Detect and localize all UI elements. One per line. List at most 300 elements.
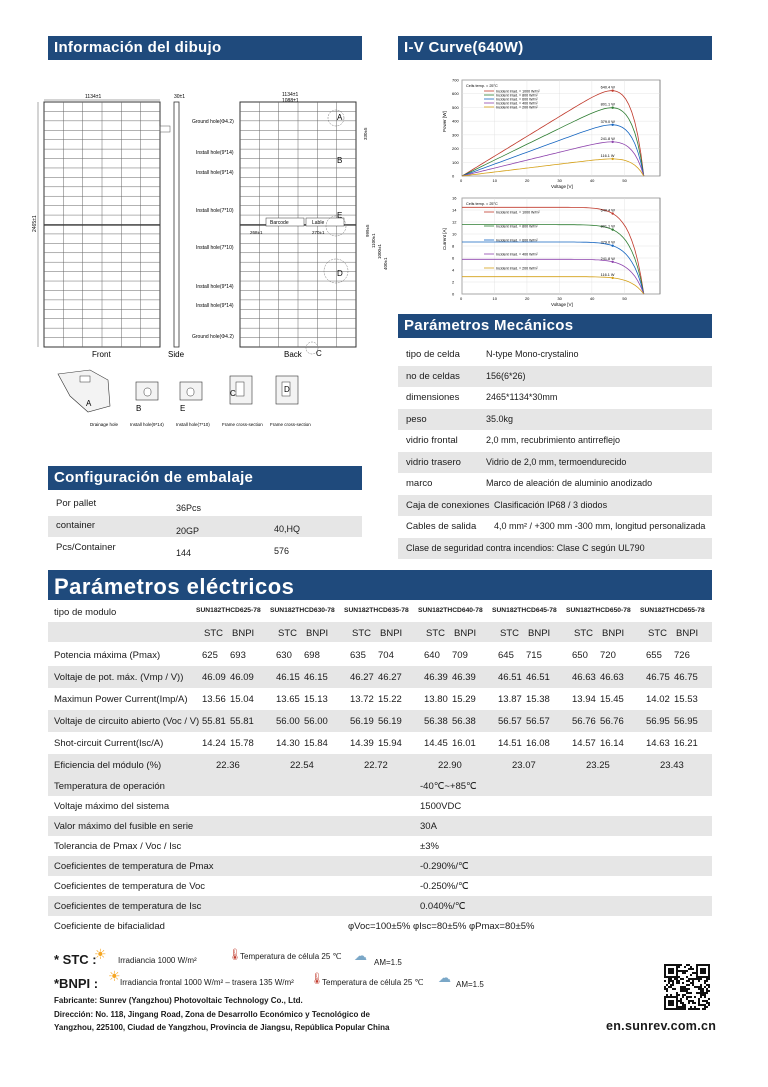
mpp-label: 640.4 W xyxy=(600,85,615,90)
y-tick: 200 xyxy=(452,146,459,152)
side-label: Side xyxy=(168,350,185,359)
elec-label: Voltaje máximo del sistema xyxy=(54,801,170,812)
legend-title: Cells temp. = 25°C xyxy=(466,202,498,206)
elec-value: 46.27 xyxy=(350,672,374,683)
elec-common-row xyxy=(48,796,712,816)
marker-b: B xyxy=(337,156,343,165)
elec-label: Tolerancia de Pmax / Voc / Isc xyxy=(54,841,182,852)
detail-caption: Install hole(9*14) xyxy=(130,422,164,427)
mech-value: N-type Mono-crystalino xyxy=(486,349,579,359)
sun-icon: ☀ xyxy=(108,968,121,984)
legend-entry: Incident Irrad. = 400 W/m² xyxy=(496,252,538,257)
elec-value: 56.00 xyxy=(276,716,300,727)
bnpi-temp: Temperatura de célula 25 ℃ xyxy=(322,978,424,987)
elec-value: 55.81 xyxy=(202,716,226,727)
dim-front-height: 2465±1 xyxy=(32,215,38,232)
elec-value: -0.290%/℃ xyxy=(420,861,469,872)
mech-row xyxy=(398,409,712,430)
elec-row xyxy=(48,710,712,732)
mech-row xyxy=(398,473,712,494)
y-tick: 300 xyxy=(452,132,459,138)
mech-key: dimensiones xyxy=(406,392,460,403)
mech-row xyxy=(398,495,712,516)
mech-value: 2465*1134*30mm xyxy=(486,392,558,402)
elec-value: 46.51 xyxy=(526,672,550,683)
x-tick: 10 xyxy=(492,296,497,301)
back-view xyxy=(240,92,388,359)
elec-header: Parámetros eléctricos xyxy=(48,570,712,600)
mech-key: no de celdas xyxy=(406,370,460,382)
mpp-point xyxy=(611,277,613,279)
back-label: Back xyxy=(284,350,302,359)
elec-value: 630 xyxy=(276,650,292,661)
elec-sub-row xyxy=(48,622,712,642)
stc-col: STC xyxy=(574,628,593,639)
pack-key: Pcs/Container xyxy=(56,542,116,553)
lable-label: Lable xyxy=(312,220,325,226)
elec-value: -0.250%/℃ xyxy=(420,881,469,892)
x-tick: 20 xyxy=(524,296,530,301)
elec-row xyxy=(48,666,712,688)
y-tick: 600 xyxy=(452,91,459,97)
bnpi-col: BNPI xyxy=(676,628,699,639)
legend-entry: Incident Irrad. = 200 W/m² xyxy=(496,105,538,110)
elec-value: 15.94 xyxy=(378,738,402,749)
mech-row xyxy=(398,344,712,365)
x-tick: 0 xyxy=(460,296,463,301)
elec-common-row xyxy=(48,876,712,896)
elec-value: 15.29 xyxy=(452,694,476,705)
stc-note xyxy=(54,946,554,968)
y-tick: 500 xyxy=(452,104,459,110)
pack-row xyxy=(48,494,362,515)
elec-value: 650 xyxy=(572,650,588,661)
detail-caption: Frame cross-section xyxy=(270,422,311,427)
mech-value: 4,0 mm² / +300 mm -300 mm, longitud personalizada xyxy=(494,521,706,531)
hole-label: Install hole(9*14) xyxy=(196,150,234,156)
mech-header: Parámetros Mecánicos xyxy=(398,314,712,338)
elec-value: 46.75 xyxy=(646,672,670,683)
elec-value: 13.87 xyxy=(498,694,522,705)
thermometer-icon: 🌡 xyxy=(228,949,242,961)
elec-common-row xyxy=(48,896,712,916)
elec-value: 56.95 xyxy=(646,716,670,727)
elec-value: ±3% xyxy=(420,841,439,852)
elec-row xyxy=(48,688,712,710)
detail-drawings xyxy=(58,370,311,427)
mpp-point xyxy=(611,89,613,91)
elec-value: 1500VDC xyxy=(420,801,462,812)
mpp-label: 801.1 W xyxy=(600,224,615,229)
mech-key: Cables de salida xyxy=(406,521,477,532)
dim-side-6: 400±1 xyxy=(383,257,388,270)
elec-label: Coeficientes de temperatura de Pmax xyxy=(54,861,214,872)
detail-letter: A xyxy=(86,399,92,408)
power-voltage-chart xyxy=(438,74,668,192)
legend-entry: Incident Irrad. = 600 W/m² xyxy=(496,238,538,243)
x-tick: 0 xyxy=(460,178,463,183)
dim-back-width: 1134±1 xyxy=(282,92,299,98)
marker-d: D xyxy=(337,269,343,278)
legend-entry: Incident Irrad. = 800 W/m² xyxy=(496,93,538,98)
mpp-label: 241.8 W xyxy=(600,256,615,261)
elec-value: 22.36 xyxy=(216,760,240,771)
bnpi-note xyxy=(54,970,554,992)
mpp-point xyxy=(611,158,613,160)
elec-value: 14.02 xyxy=(646,694,670,705)
mpp-label: 116.1 W xyxy=(600,272,615,277)
elec-model-row xyxy=(48,604,712,620)
elec-value: 23.25 xyxy=(586,760,610,771)
hole-label: Install hole(7*10) xyxy=(196,245,234,251)
elec-value: 704 xyxy=(378,650,394,661)
mech-value: 35.0kg xyxy=(486,413,514,424)
elec-value: 15.53 xyxy=(674,694,698,705)
model-name: SUN182THCD635-78 xyxy=(344,607,409,614)
elec-value: 30A xyxy=(420,821,437,832)
y-tick: 0 xyxy=(452,291,455,297)
mech-value: Clasificación IP68 / 3 diodos xyxy=(494,499,608,510)
elec-value: 14.57 xyxy=(572,738,596,749)
model-name: SUN182THCD650-78 xyxy=(566,607,631,614)
maker-line: Fabricante: Sunrev (Yangzhou) Photovoltaic Technology Co., Ltd. xyxy=(54,996,303,1005)
dim-side-3: 999±5 xyxy=(365,224,370,237)
x-tick: 10 xyxy=(492,178,497,183)
elec-value: 22.54 xyxy=(290,760,314,771)
elec-value: 15.13 xyxy=(304,694,328,705)
elec-value: 46.09 xyxy=(202,672,226,683)
pack-value: 576 xyxy=(274,546,290,556)
elec-value: 15.22 xyxy=(378,694,402,705)
elec-value: 22.90 xyxy=(438,760,462,771)
legend-entry: Incident Irrad. = 600 W/m² xyxy=(496,97,538,102)
dim-side-2: 330±5 xyxy=(363,127,368,140)
elec-row xyxy=(48,732,712,754)
pack-key: Por pallet xyxy=(56,498,97,509)
elec-label: Coeficientes de temperatura de Voc xyxy=(54,881,206,892)
elec-common-row xyxy=(48,836,712,856)
mech-row xyxy=(398,366,712,387)
x-tick: 20 xyxy=(524,178,530,183)
legend-entry: Incident Irrad. = 400 W/m² xyxy=(496,101,538,106)
mpp-point xyxy=(611,261,613,263)
elec-value: 709 xyxy=(452,650,468,661)
mpp-label: 241.8 W xyxy=(600,136,615,141)
legend-entry: Incident Irrad. = 1000 W/m² xyxy=(496,89,540,94)
y-tick: 6 xyxy=(452,255,455,261)
elec-value: -40℃~+85℃ xyxy=(420,781,477,792)
elec-value: 16.08 xyxy=(526,738,550,749)
model-name: SUN182THCD625-78 xyxy=(196,607,261,614)
y-tick: 10 xyxy=(452,231,457,237)
pack-value: 20GP xyxy=(176,526,200,536)
elec-table xyxy=(48,604,712,944)
x-tick: 40 xyxy=(589,178,595,183)
stc-col: STC xyxy=(278,628,297,639)
mech-value: 2,0 mm, recubrimiento antirreflejo xyxy=(486,435,621,445)
y-tick: 16 xyxy=(452,195,457,201)
elec-row xyxy=(48,644,712,666)
elec-value: 13.56 xyxy=(202,694,226,705)
marker-c: C xyxy=(316,349,322,358)
mpp-point xyxy=(611,107,613,109)
stc-am: AM=1.5 xyxy=(374,958,402,967)
elec-row xyxy=(48,754,712,776)
mpp-label: 116.1 W xyxy=(600,153,615,158)
elec-value: 13.72 xyxy=(350,694,374,705)
mpp-label: 640.4 W xyxy=(600,208,615,213)
pack-row xyxy=(48,538,362,559)
mpp-label: 801.1 W xyxy=(600,102,615,107)
website-url[interactable]: en.sunrev.com.cn xyxy=(606,1019,717,1033)
dim-side-4: 1100±1 xyxy=(371,233,376,248)
front-view xyxy=(32,94,160,359)
detail-caption: Drainage hole xyxy=(90,422,119,427)
pack-value: 144 xyxy=(176,548,192,558)
x-tick: 30 xyxy=(557,296,562,301)
elec-value: 16.14 xyxy=(600,738,624,749)
mech-row xyxy=(398,452,712,473)
hole-label: Install hole(7*10) xyxy=(196,208,234,214)
mech-value: Vidrio de 2,0 mm, termoendurecido xyxy=(486,456,627,467)
y-tick: 0 xyxy=(452,173,455,179)
elec-value: 14.51 xyxy=(498,738,522,749)
elec-value: 655 xyxy=(646,650,662,661)
pack-key: container xyxy=(56,520,96,531)
elec-value: 693 xyxy=(230,650,246,661)
bnpi-label: *BNPI : xyxy=(54,976,99,991)
elec-value: 14.39 xyxy=(350,738,374,749)
elec-value: 16.01 xyxy=(452,738,476,749)
elec-value: 13.80 xyxy=(424,694,448,705)
elec-value: 56.57 xyxy=(498,716,522,727)
elec-value: 726 xyxy=(674,650,690,661)
iv-header: I-V Curve(640W) xyxy=(398,36,712,60)
elec-value: 698 xyxy=(304,650,320,661)
bnpi-col: BNPI xyxy=(380,628,403,639)
mpp-point xyxy=(611,124,613,126)
stc-label: * STC : xyxy=(54,952,97,967)
mech-key: vidrio trasero xyxy=(406,456,461,468)
elec-label: Potencia máxima (Pmax) xyxy=(54,650,161,661)
mech-row xyxy=(398,538,712,559)
elec-value: 22.72 xyxy=(364,760,388,771)
detail-caption: Install hole(7*10) xyxy=(176,422,210,427)
pack-value: 36Pcs xyxy=(176,503,202,513)
model-name: SUN182THCD640-78 xyxy=(418,607,483,614)
module-drawing xyxy=(30,66,390,506)
elec-value: 56.19 xyxy=(378,716,402,727)
x-tick: 30 xyxy=(557,178,562,183)
current-voltage-chart xyxy=(438,192,668,310)
marker-a: A xyxy=(337,113,343,122)
elec-value: 56.00 xyxy=(304,716,328,727)
hole-label: Ground hole(Φ4.2) xyxy=(192,334,234,340)
elec-value: 16.21 xyxy=(674,738,698,749)
elec-label: Shot-circuit Current(Isc/A) xyxy=(54,738,164,749)
mpp-point xyxy=(611,228,613,230)
y-tick: 8 xyxy=(452,243,455,249)
bnpi-col: BNPI xyxy=(454,628,477,639)
elec-value: 13.65 xyxy=(276,694,300,705)
stc-col: STC xyxy=(500,628,519,639)
x-tick: 50 xyxy=(622,178,627,183)
elec-value: 46.27 xyxy=(378,672,402,683)
hole-label: Ground hole(Φ4.2) xyxy=(192,119,234,125)
mpp-label: 379.0 W xyxy=(600,240,615,245)
bnpi-col: BNPI xyxy=(602,628,625,639)
elec-value: 14.63 xyxy=(646,738,670,749)
dim-back-inner: 1088±1 xyxy=(282,98,299,104)
elec-value: 56.38 xyxy=(452,716,476,727)
elec-value: 15.45 xyxy=(600,694,624,705)
elec-value: 0.040%/℃ xyxy=(420,901,466,912)
dim-side: 30±1 xyxy=(174,94,186,100)
y-tick: 4 xyxy=(452,267,455,273)
elec-value: 15.78 xyxy=(230,738,254,749)
cloud-icon: ☁ xyxy=(438,970,451,985)
y-tick: 400 xyxy=(452,118,459,124)
mech-key: vidrio frontal xyxy=(406,435,458,446)
elec-value: 56.57 xyxy=(526,716,550,727)
elec-value: 56.76 xyxy=(572,716,596,727)
mech-row xyxy=(398,516,712,537)
side-view xyxy=(160,94,185,359)
elec-label: Temperatura de operación xyxy=(54,781,165,792)
elec-label: Maximun Power Current(Imp/A) xyxy=(54,694,188,705)
elec-value: 46.39 xyxy=(452,672,476,683)
x-axis-label: Voltage [V] xyxy=(551,302,573,307)
stc-temp: Temperatura de célula 25 ℃ xyxy=(240,952,342,961)
elec-value: 715 xyxy=(526,650,542,661)
bnpi-col: BNPI xyxy=(306,628,329,639)
hole-labels xyxy=(192,119,234,340)
mech-value: Marco de aleación de aluminio anodizado xyxy=(486,478,653,488)
elec-value: 46.15 xyxy=(304,672,328,683)
mech-key: Caja de conexiones xyxy=(406,499,490,511)
elec-value: 640 xyxy=(424,650,440,661)
pack-value: 40,HQ xyxy=(274,524,301,534)
mech-row xyxy=(398,387,712,408)
mpp-point xyxy=(611,212,613,214)
dim-side-5: 1000±1 xyxy=(377,244,382,259)
stc-col: STC xyxy=(352,628,371,639)
marker-e: E xyxy=(337,211,343,220)
elec-value: 46.75 xyxy=(674,672,698,683)
y-axis-label: Current [A] xyxy=(442,228,447,250)
elec-common-row xyxy=(48,816,712,836)
elec-value: 720 xyxy=(600,650,616,661)
mech-table xyxy=(398,344,712,559)
dim-bottom-right: 270±1 xyxy=(312,230,325,235)
mech-key: tipo de celda xyxy=(406,349,460,360)
model-label: tipo de modulo xyxy=(54,607,117,618)
bnpi-am: AM=1.5 xyxy=(456,980,484,989)
model-name: SUN182THCD645-78 xyxy=(492,607,557,614)
x-axis-label: Voltage [V] xyxy=(551,184,573,189)
elec-value: 56.38 xyxy=(424,716,448,727)
model-name: SUN182THCD655-78 xyxy=(640,607,705,614)
pack-row xyxy=(48,516,362,537)
bnpi-col: BNPI xyxy=(528,628,551,639)
y-axis-label: Power [W] xyxy=(442,111,447,132)
legend-entry: Incident Irrad. = 1000 W/m² xyxy=(496,210,540,215)
elec-value: 23.43 xyxy=(660,760,684,771)
elec-label: Eficiencia del módulo (%) xyxy=(54,760,162,771)
elec-common-row xyxy=(48,856,712,876)
legend-title: Cells temp. = 25°C xyxy=(466,84,498,88)
elec-label: Valor máximo del fusible en serie xyxy=(54,821,194,832)
elec-value: 23.07 xyxy=(512,760,536,771)
elec-value: 14.45 xyxy=(424,738,448,749)
stc-col: STC xyxy=(204,628,223,639)
cloud-icon: ☁ xyxy=(354,948,367,963)
elec-common-row xyxy=(48,776,712,796)
y-tick: 100 xyxy=(452,159,459,165)
elec-value: 56.19 xyxy=(350,716,374,727)
elec-value: 55.81 xyxy=(230,716,254,727)
y-tick: 2 xyxy=(452,279,455,285)
dim-front-width: 1134±1 xyxy=(85,94,102,100)
bnpi-irr: Irradiancia frontal 1000 W/m² – trasera 135 W/m² xyxy=(120,978,294,987)
drawing-header: Información del dibujo xyxy=(48,36,362,60)
sun-icon: ☀ xyxy=(94,946,107,962)
x-tick: 40 xyxy=(589,296,595,301)
detail-letter: D xyxy=(284,385,290,394)
elec-value: 13.94 xyxy=(572,694,596,705)
pack-table xyxy=(48,494,362,560)
pack-header: Configuración de embalaje xyxy=(48,466,362,490)
address-line-2: Yangzhou, 225100, Ciudad de Yangzhou, Provincia de Jiangsu, República Popular China xyxy=(54,1023,390,1032)
detail-letter: B xyxy=(136,404,142,413)
thermometer-icon: 🌡 xyxy=(310,973,324,985)
hole-label: Install hole(9*14) xyxy=(196,284,234,290)
elec-value: 46.51 xyxy=(498,672,522,683)
legend-entry: Incident Irrad. = 200 W/m² xyxy=(496,266,538,271)
hole-label: Install hole(9*14) xyxy=(196,303,234,309)
elec-value: 14.24 xyxy=(202,738,226,749)
stc-col: STC xyxy=(648,628,667,639)
elec-value: 15.38 xyxy=(526,694,550,705)
mpp-label: 379.0 W xyxy=(600,119,615,124)
model-name: SUN182THCD630-78 xyxy=(270,607,335,614)
elec-value: 14.30 xyxy=(276,738,300,749)
elec-value: 46.15 xyxy=(276,672,300,683)
mech-key: marco xyxy=(406,478,433,489)
qr-code[interactable] xyxy=(664,964,710,1010)
elec-value: 645 xyxy=(498,650,514,661)
elec-value: 56.95 xyxy=(674,716,698,727)
detail-letter: C xyxy=(230,389,236,398)
hole-label: Install hole(9*14) xyxy=(196,170,234,176)
elec-label: Coeficientes de temperatura de Isc xyxy=(54,901,202,912)
mech-value: 156(6*26) xyxy=(486,370,526,381)
elec-value: 15.84 xyxy=(304,738,328,749)
x-tick: 50 xyxy=(622,296,627,301)
elec-value: φVoc=100±5% φIsc=80±5% φPmax=80±5% xyxy=(348,921,535,932)
mpp-point xyxy=(611,245,613,247)
elec-value: 15.04 xyxy=(230,694,254,705)
elec-label: Voltaje de pot. máx. (Vmp / V)) xyxy=(54,672,184,683)
barcode-label: Barcode xyxy=(270,220,289,226)
front-label: Front xyxy=(92,350,111,359)
elec-value: 625 xyxy=(202,650,218,661)
elec-value: 46.39 xyxy=(424,672,448,683)
dim-bottom-left: 268±1 xyxy=(250,230,263,235)
y-tick: 14 xyxy=(452,207,457,213)
stc-col: STC xyxy=(426,628,445,639)
elec-label: Voltaje de circuito abierto (Voc / V) xyxy=(54,716,200,727)
